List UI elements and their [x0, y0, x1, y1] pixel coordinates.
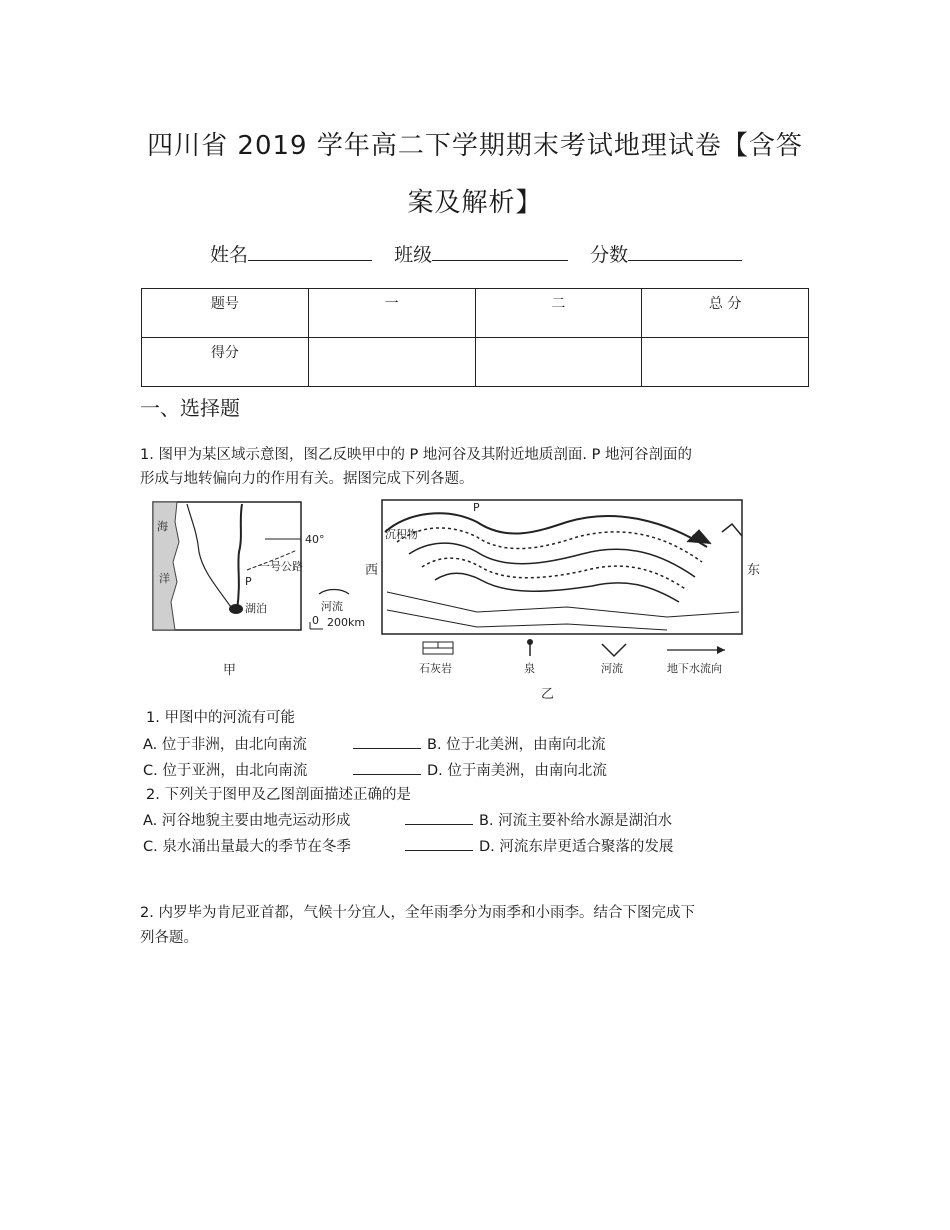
map-lat-label: 40°: [305, 533, 325, 546]
table-row-label: 得分: [142, 338, 309, 387]
q1-sub2-row2: [143, 835, 673, 856]
map-caption: 甲: [223, 663, 237, 678]
table-header-cell: 总 分: [642, 289, 809, 338]
table-row: [142, 338, 809, 387]
legend-limestone: 石灰岩: [419, 662, 452, 675]
section-caption: 乙: [541, 687, 555, 702]
q1-sub1-stem: 1. 甲图中的河流有可能: [146, 710, 295, 726]
q1-sub1-row1: [143, 733, 606, 754]
map-river-legend: 河流: [321, 600, 343, 613]
page-title-line2: 案及解析】: [407, 188, 543, 218]
map-ocean-label: 洋: [159, 572, 170, 585]
section-p-label: P: [473, 501, 480, 514]
section-heading: 一、选择题: [140, 396, 240, 420]
class-label: 班级: [394, 244, 433, 266]
map-scale-zero: 0: [312, 614, 319, 627]
table-header-cell: 题号: [142, 289, 309, 338]
option-d[interactable]: D. 河流东岸更适合聚落的发展: [479, 839, 674, 855]
q1-figure: [147, 492, 767, 704]
table-header-cell: 一: [308, 289, 475, 338]
section-west-label: 西: [365, 563, 379, 578]
q1-sub2-stem: 2. 下列关于图甲及乙图剖面描述正确的是: [146, 787, 411, 803]
option-a[interactable]: A. 位于非洲，由北向南流: [143, 737, 307, 753]
section-sediment-label: 沉积物: [385, 528, 418, 541]
map-p-label: P: [245, 575, 252, 588]
legend-river: 河流: [601, 662, 623, 675]
answer-blank: [353, 734, 421, 749]
section-east-label: 东: [747, 563, 761, 578]
student-info-line: [210, 240, 758, 267]
score-label: 分数: [590, 244, 629, 266]
q1-sub1-row2: [143, 759, 607, 780]
q2-stem-line2: 列各题。: [140, 930, 198, 946]
legend-spring: 泉: [524, 662, 535, 675]
name-blank[interactable]: [248, 242, 372, 261]
option-c[interactable]: C. 泉水涌出量最大的季节在冬季: [143, 839, 351, 855]
option-d[interactable]: D. 位于南美洲，由南向北流: [427, 763, 607, 779]
table-cell[interactable]: [642, 338, 809, 387]
q1-sub2-row1: [143, 809, 672, 830]
option-c[interactable]: C. 位于亚洲，由北向南流: [143, 763, 308, 779]
q1-stem-line1: 1. 图甲为某区域示意图，图乙反映甲中的 P 地河谷及其附近地质剖面. P 地河谷剖面的: [140, 447, 692, 463]
legend-groundwater: 地下水流向: [667, 662, 722, 675]
option-b[interactable]: B. 河流主要补给水源是湖泊水: [479, 813, 673, 829]
q1-stem-line2: 形成与地转偏向力的作用有关。据图完成下列各题。: [140, 471, 474, 487]
table-cell[interactable]: [475, 338, 642, 387]
map-river-path-label: 一号公路: [259, 560, 303, 573]
page-title-line1: 四川省 2019 学年高二下学期期末考试地理试卷【含答: [147, 131, 803, 161]
option-a[interactable]: A. 河谷地貌主要由地壳运动形成: [143, 813, 351, 829]
table-cell[interactable]: [308, 338, 475, 387]
table-header-cell: 二: [475, 289, 642, 338]
map-scale-label: 200km: [327, 616, 366, 629]
map-sea-label: 海: [157, 520, 168, 533]
option-b[interactable]: B. 位于北美洲，由南向北流: [427, 737, 606, 753]
table-row: [142, 289, 809, 338]
class-blank[interactable]: [432, 242, 568, 261]
section-yi: [365, 500, 760, 702]
score-blank[interactable]: [628, 242, 742, 261]
score-table: [141, 288, 809, 387]
answer-blank: [353, 760, 421, 775]
answer-blank: [405, 836, 473, 851]
q2-stem-line1: 2. 内罗毕为肯尼亚首都，气候十分宜人，全年雨季分为雨季和小雨李。结合下图完成下: [140, 905, 695, 921]
answer-blank: [405, 810, 473, 825]
name-label: 姓名: [210, 244, 249, 266]
map-lake-label: 湖泊: [245, 602, 267, 615]
map-jia: [153, 502, 365, 678]
